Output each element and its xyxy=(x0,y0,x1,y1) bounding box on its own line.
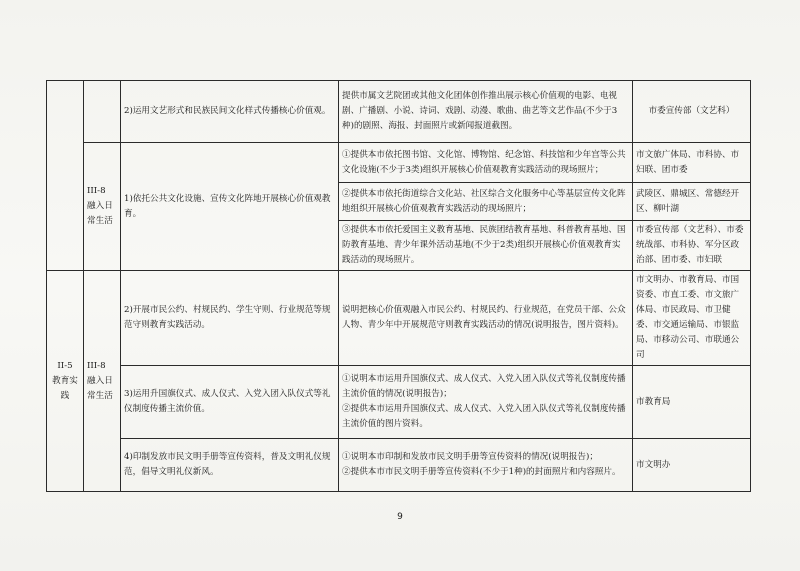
parent-index-cell xyxy=(47,271,84,492)
dept-cell: 市文明办、市教育局、市国资委、市直工委、市文旅广体局、市民政局、市卫健委、市交通运输局、市银监局、市移动公司、市联通公司 xyxy=(633,271,751,366)
material-cell: ①提供本市依托图书馆、文化馆、博物馆、纪念馆、科技馆和少年宫等公共文化设施(不少于3类)组织开展核心价值观教育实践活动的现场照片； xyxy=(339,143,633,183)
material-cell: ①说明本市印制和发放市民文明手册等宣传资料的情况(说明报告)； ②提供本市市民文明手册等宣传资料(不少于1种)的封面照片和内容照片。 xyxy=(339,439,633,492)
dept-cell: 武陵区、鼎城区、常德经开区、柳叶湖 xyxy=(633,183,751,221)
dept-cell: 市委宣传部（文艺科） xyxy=(633,81,751,143)
table-row xyxy=(47,271,751,366)
table-row xyxy=(47,143,751,183)
indicator-table xyxy=(46,80,751,492)
index-label: III-8 融入日常生活 xyxy=(87,186,113,226)
dept-cell: 市文明办 xyxy=(633,439,751,492)
dept-cell: 市教育局 xyxy=(633,366,751,439)
material-cell: ②提供本市依托街道综合文化站、社区综合文化服务中心等基层宣传文化阵地组织开展核心价值观教育实践活动的现场照片； xyxy=(339,183,633,221)
index-label: III-8 融入日常生活 xyxy=(87,360,113,401)
content-cell: 2)运用文艺形式和民族民间文化样式传播核心价值观。 xyxy=(121,81,339,143)
index-cell xyxy=(84,271,121,492)
table-row xyxy=(47,439,751,492)
dept-cell: 市文旅广体局、市科协、市妇联、团市委 xyxy=(633,143,751,183)
parent-index-label: II-5 教育实践 xyxy=(52,360,78,401)
content-cell: 3)运用升国旗仪式、成人仪式、入党入团入队仪式等礼仪制度传播主流价值。 xyxy=(121,366,339,439)
empty-parent-cell xyxy=(47,81,84,271)
material-cell: ①说明本市运用升国旗仪式、成人仪式、入党入团入队仪式等礼仪制度传播主流价值的情况(说明报告)； ②提供本市运用升国旗仪式、成人仪式、入党入团入队仪式等礼仪制度传播主流价值的图片资料。 xyxy=(339,366,633,439)
content-cell: 1)依托公共文化设施、宣传文化阵地开展核心价值观教育。 xyxy=(121,143,339,271)
table-row xyxy=(47,366,751,439)
material-cell: 说明把核心价值观融入市民公约、村规民约、行业规范，在党员干部、公众人物、青少年中开展规范守则教育实践活动的情况(说明报告，图片资料)。 xyxy=(339,271,633,366)
page-number: 9 xyxy=(397,512,403,522)
content-cell: 2)开展市民公约、村规民约、学生守则、行业规范等规范守则教育实践活动。 xyxy=(121,271,339,366)
material-cell: ③提供本市依托爱国主义教育基地、民族团结教育基地、科普教育基地、国防教育基地、青少年课外活动基地(不少于2类)组织开展核心价值观教育实践活动的现场照片。 xyxy=(339,221,633,271)
dept-cell: 市委宣传部（文艺科）、市委统战部、市科协、军分区政治部、团市委、市妇联 xyxy=(633,221,751,271)
table-row xyxy=(47,81,751,143)
empty-index-cell xyxy=(84,81,121,143)
index-cell xyxy=(84,143,121,271)
material-cell: 提供市属文艺院团或其他文化团体创作推出展示核心价值观的电影、电视剧、广播剧、小说、诗词、戏剧、动漫、歌曲、曲艺等文艺作品(不少于3种)的剧照、海报、封面照片或新闻报道截图。 xyxy=(339,81,633,143)
content-cell: 4)印制发放市民文明手册等宣传资料，普及文明礼仪规范，倡导文明礼仪新风。 xyxy=(121,439,339,492)
